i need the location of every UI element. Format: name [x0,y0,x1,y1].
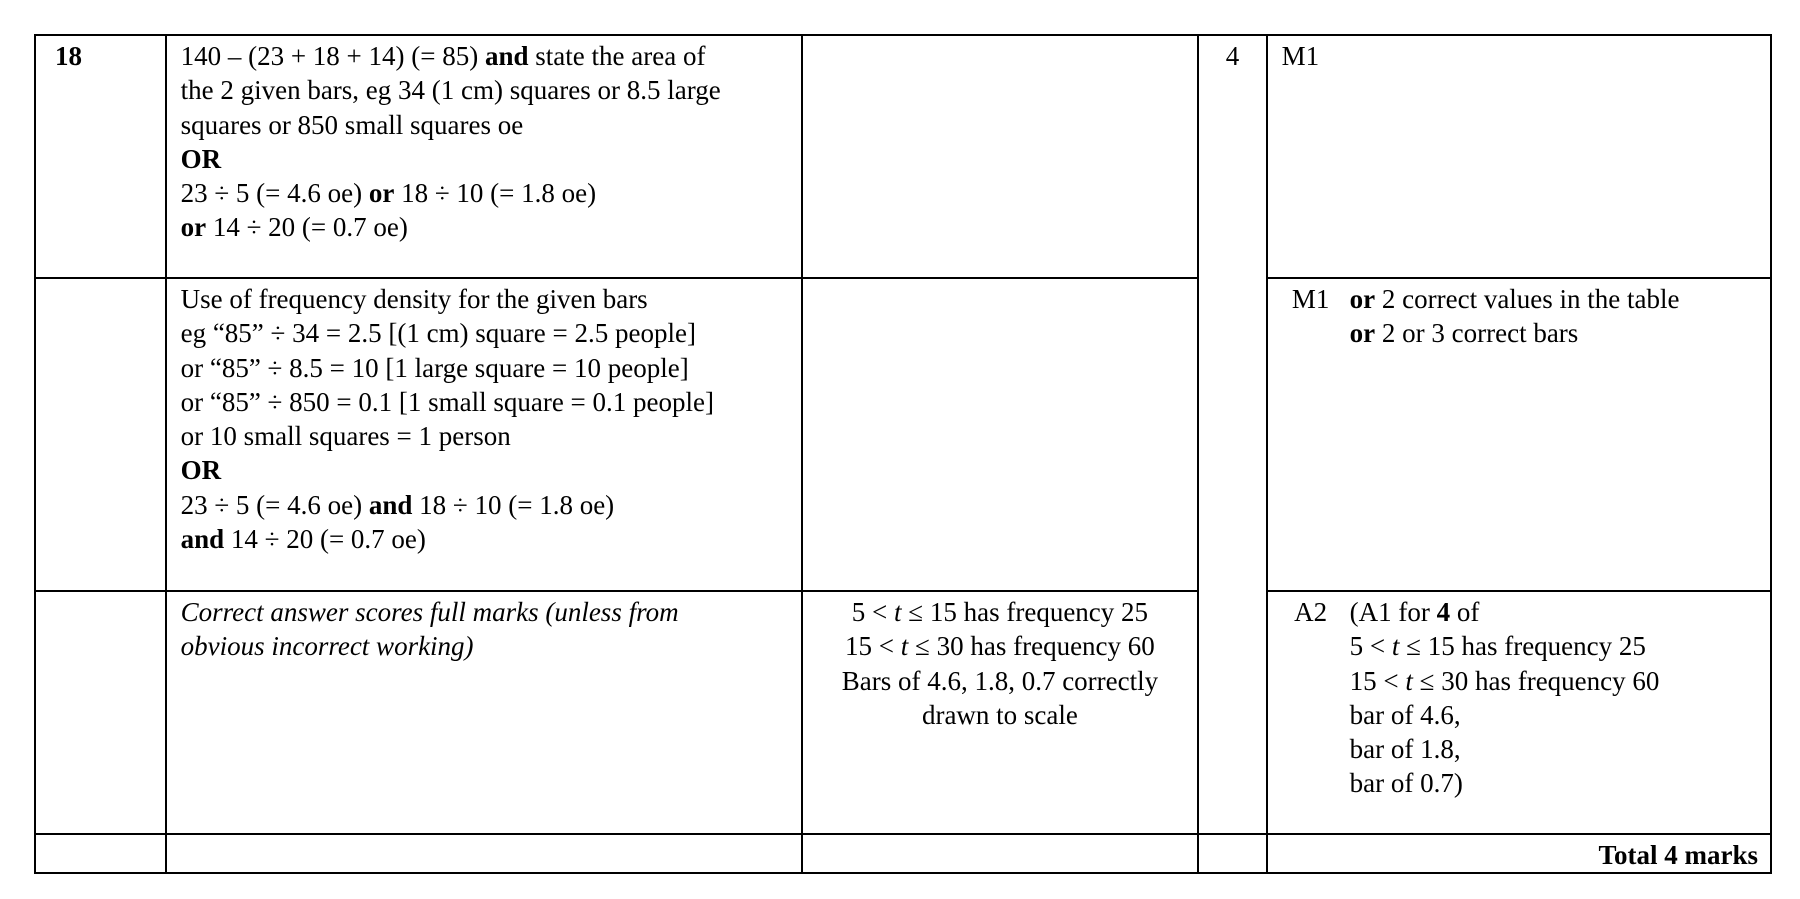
total-marks: Total 4 marks [1267,834,1771,873]
text-line [181,385,791,419]
text-segment: 15 < [845,631,901,662]
mark-notes [1350,282,1764,351]
text-segment: t [894,597,902,627]
text-line [181,419,791,453]
text-line [181,282,791,316]
notes-cell [1267,591,1771,834]
text-line [809,698,1192,732]
text-line [181,142,791,176]
table-row [35,35,1771,278]
notes-cell [1267,35,1771,278]
text-segment: 15 < [1349,665,1406,696]
text-segment: Bars of 4.6, 1.8, 0.7 correctly [841,665,1159,696]
text-segment: 2 or 3 correct bars [1375,318,1579,349]
text-line [181,316,791,350]
text-segment: the 2 given bars, eg 34 (1 cm) squares or 8.5 large [180,75,721,106]
text-segment: squares or 850 small squares oe [180,109,524,140]
text-line [181,351,791,385]
note-line [1350,698,1764,732]
text-segment: 5 < [1349,631,1392,662]
note-line [1350,766,1764,800]
text-segment: 2 correct values in the table [1375,284,1680,314]
text-line [809,629,1192,663]
text-segment: OR [180,143,222,174]
text-segment: ≤ 30 has frequency 60 [1412,665,1660,696]
text-segment: Correct answer scores full marks (unless from [180,597,679,627]
note-line [1350,316,1764,350]
text-line [809,664,1192,698]
note-line [1350,595,1764,629]
answer-cell [802,35,1199,278]
notes-cell [1267,278,1771,591]
text-segment: ≤ 15 has frequency 25 [901,597,1149,627]
mark-code: M1 [1291,284,1330,314]
text-segment: or [1349,318,1376,349]
mark-scheme-table [34,34,1772,874]
text-line [181,488,791,522]
text-line [181,595,791,629]
working-cell [166,35,802,278]
mark-code: A2 [1294,597,1328,627]
question-number-empty [35,591,166,834]
text-line [809,595,1192,629]
text-segment: t [900,631,909,662]
text-segment: and [180,524,225,555]
question-number-empty [35,278,166,591]
text-segment: 18 ÷ 10 (= 1.8 oe) [394,178,597,209]
text-line [181,39,791,73]
text-segment: 23 ÷ 5 (= 4.6 oe) [180,489,369,520]
text-line [181,522,791,556]
note-line [1350,732,1764,766]
text-segment: 140 – (23 + 18 + 14) (= 85) [180,41,485,71]
text-segment: ≤ 30 has frequency 60 [908,631,1155,662]
text-segment: or 10 small squares = 1 person [180,421,511,452]
text-segment: (A1 for [1349,597,1437,627]
text-segment: or “85” ÷ 850 = 0.1 [1 small square = 0.1 people] [180,386,714,417]
empty-cell [802,834,1199,873]
table-row [35,591,1771,834]
text-segment: 5 < [851,597,895,627]
text-segment: bar of 1.8, [1349,734,1461,765]
text-segment: bar of 0.7) [1349,768,1463,799]
text-line [181,453,791,487]
text-line [181,73,791,107]
total-row [35,834,1771,873]
text-segment: bar of 4.6, [1349,699,1461,730]
text-segment: drawn to scale [921,699,1078,730]
note-line [1350,629,1764,663]
text-segment: ≤ 15 has frequency 25 [1399,631,1646,662]
mark-notes [1350,595,1764,801]
mark-notes [1350,39,1764,73]
text-line [181,210,791,244]
text-segment: 18 ÷ 10 (= 1.8 oe) [412,489,615,520]
text-segment: and [368,489,413,520]
working-cell [166,278,802,591]
working-cell [166,591,802,834]
answer-cell [802,278,1199,591]
text-segment: 23 ÷ 5 (= 4.6 oe) [180,178,369,209]
text-segment: 14 ÷ 20 (= 0.7 oe) [206,212,408,243]
text-segment: 14 ÷ 20 (= 0.7 oe) [224,524,426,555]
text-segment: eg “85” ÷ 34 = 2.5 [(1 cm) square = 2.5 people] [180,318,696,349]
note-line [1350,664,1764,698]
text-segment: t [1391,631,1400,662]
marks-cell: 4 [1198,35,1266,834]
text-segment: or “85” ÷ 8.5 = 10 [1 large square = 10 people] [180,352,689,383]
answer-cell [802,591,1199,834]
text-segment: t [1405,665,1413,696]
empty-cell [1198,834,1266,873]
text-segment: or [1349,284,1376,314]
text-segment: 4 [1436,597,1451,627]
empty-cell [166,834,802,873]
text-segment: of [1450,597,1480,627]
question-number: 18 [35,35,166,278]
mark-code: M1 [1281,41,1320,71]
note-line [1350,282,1764,316]
text-segment: or [368,178,395,209]
text-line [181,629,791,663]
text-segment: obvious incorrect working) [180,631,474,662]
text-line [181,176,791,210]
text-segment: OR [180,455,222,486]
text-line [181,108,791,142]
text-segment: and [485,41,529,71]
text-segment: or [180,212,207,243]
empty-cell [35,834,166,873]
text-segment: state the area of [528,41,706,71]
text-segment: Use of frequency density for the given bars [180,284,648,314]
table-row [35,278,1771,591]
